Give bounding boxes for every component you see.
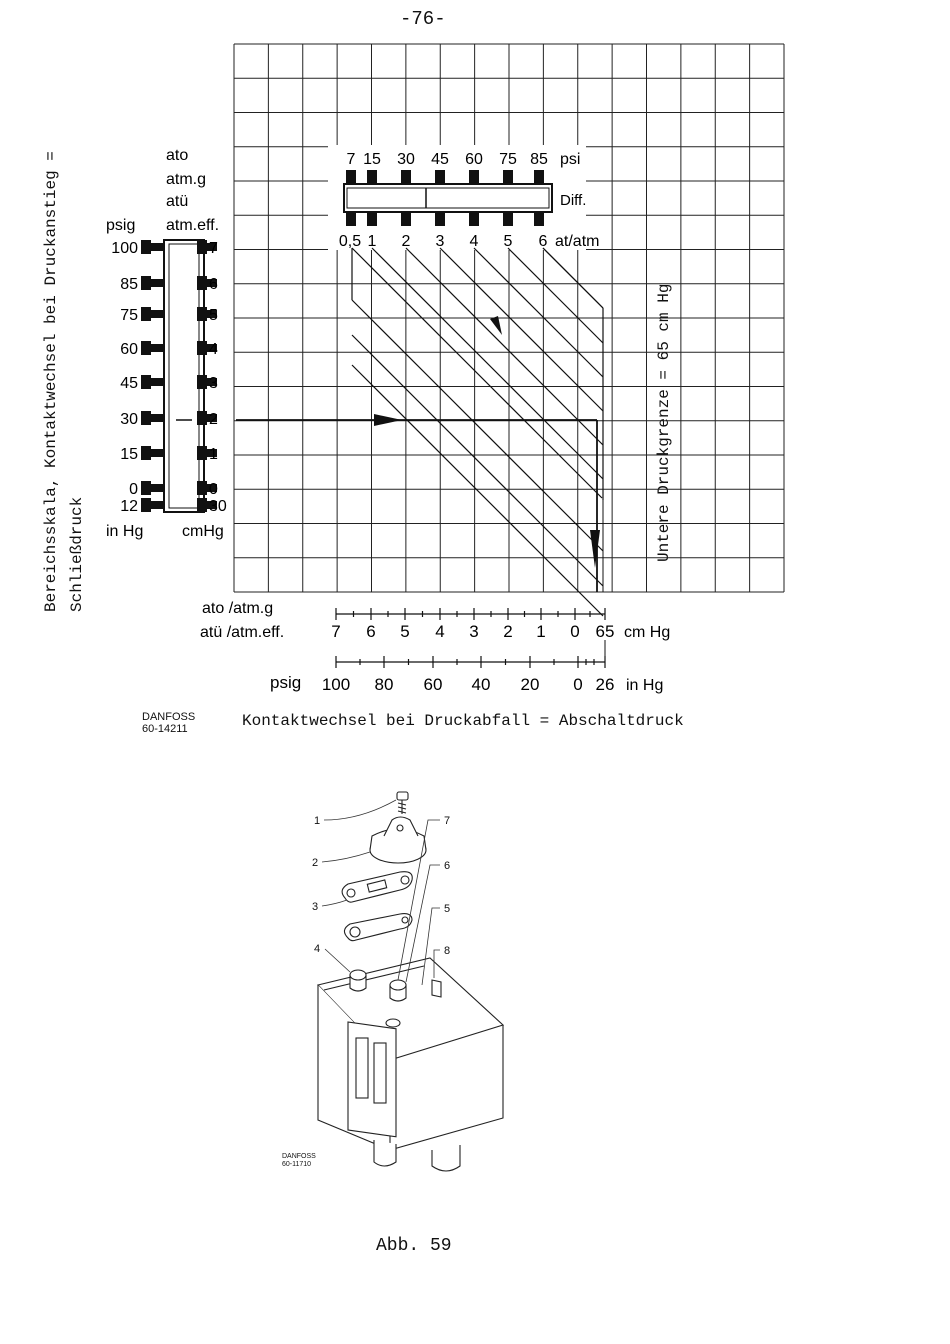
at-tick-label: 4 [469,233,479,250]
bottom-axis-atm-tick-labels [331,622,614,641]
range-unit-label: atm.eff. [166,217,220,234]
page-number: -76- [400,8,446,30]
diff-scale-top-notch [401,170,411,184]
diff-scale-top-notch [346,170,356,184]
bottom-axis-atm-tick-label: 6 [366,622,376,641]
range-right-notch [197,446,207,460]
diff-label: Diff. [560,192,587,209]
diff-scale-bottom-notch [346,212,356,226]
range-left-notch-stub [151,310,164,318]
diagonal-line [406,248,603,445]
range-scale-inhg-label: in Hg [106,523,144,540]
bottom-axis-atm-unit: cm Hg [624,624,671,641]
range-unit-label: atü [166,193,189,210]
at-range-tick-label: 5 [209,307,218,324]
at-range-tick-label: 2 [209,411,218,428]
at-tick-label: 1 [367,233,377,250]
switch-housing-icon [318,958,503,1171]
bottom-axis-psig-tick-label: 60 [423,675,443,694]
diagonal-line [352,365,603,616]
diff-scale-bottom-notch [503,212,513,226]
psi-unit: psi [560,151,581,168]
range-right-notch [197,276,207,290]
range-right-notch [197,498,207,512]
psig-tick-label: 75 [120,307,138,324]
psi-tick-label: 75 [499,151,517,168]
range-left-notch-stub [151,243,164,251]
psi-tick-label: 45 [431,151,449,168]
psig-tick-label: 85 [120,276,138,293]
psig-tick-label: 60 [120,341,138,358]
part-number: 8 [444,945,451,957]
at-range-tick-label: 1 [209,446,218,463]
bottom-axis-atm-label-1: ato /atm.g [202,600,274,617]
range-scale-unit-labels [166,147,219,234]
chart-grid [234,44,784,592]
at-tick-label: 6 [538,233,548,250]
range-right-notch [197,240,207,254]
range-left-notch [141,481,151,495]
differential-plate-icon [344,914,412,941]
range-scale-cmhg-label: cmHg [182,523,224,540]
at-range-tick-label: 3 [209,375,218,392]
range-right-notch [197,341,207,355]
range-right-notch [197,411,207,425]
screw-icon [397,792,408,814]
range-left-notch-stub [151,414,164,422]
bottom-axis-psig-tick-label: 20 [520,675,540,694]
at-unit: at/atm [555,233,600,250]
range-right-notch [197,375,207,389]
reading-path [236,414,603,592]
bottom-axis-psig-tick-label: 40 [471,675,491,694]
range-left-notch-stub [151,449,164,457]
range-left-notch-stub [151,378,164,386]
part-number: 5 [444,903,451,915]
diff-scale-bottom-notch [435,212,445,226]
part-number: 7 [444,815,451,827]
range-left-notch [141,375,151,389]
switch-credit [282,1153,316,1169]
range-left-notch [141,307,151,321]
diff-scale-top-notch [534,170,544,184]
diff-scale-bottom-notch [401,212,411,226]
bottom-axis-psig [270,656,663,694]
range-left-notch [141,446,151,460]
psi-tick-label: 85 [530,151,548,168]
pressure-drop-caption: Kontaktwechsel bei Druckabfall = Abschaltdruck [242,712,684,730]
reading-path-down-arrow-icon [590,530,600,568]
diff-scale-bottom-notch [469,212,479,226]
psi-tick-label: 7 [346,151,356,168]
at-range-tick-label: 30 [209,498,227,515]
psig-tick-label: 30 [120,411,138,428]
at-tick-label: 5 [503,233,513,250]
bottom-axis-atm-tick-label: 5 [400,622,410,641]
range-left-notch [141,498,151,512]
psig-tick-label: 0 [129,481,138,498]
at-tick-label: 0,5 [338,233,362,250]
diagonal-boundary [543,248,603,308]
pressure-switch-drawing [312,792,503,1171]
psi-tick-label: 15 [363,151,381,168]
switch-credit-number: 60-11710 [282,1161,312,1168]
bottom-axis-psig-label: psig [270,673,302,692]
diff-scale-top-notch [367,170,377,184]
bottom-axis-atm-tick-label: 1 [536,622,546,641]
bottom-axis-psig-unit: in Hg [626,677,664,694]
figure-label: Abb. 59 [376,1236,452,1256]
range-scale-at-ticks [209,240,227,515]
bottom-axis-atm-tick-label: 3 [469,622,479,641]
range-scale-caption-line1: Bereichsskala, Kontaktwechsel bei Druckanstieg = [42,151,60,612]
range-left-notch-stub [151,501,164,509]
diagonal-arrow-icon [490,316,502,335]
bottom-axis-psig-tick-label: 26 [595,675,615,694]
range-unit-label: ato [166,147,189,164]
diagonal-line [474,248,603,377]
psig-tick-label: 12 [120,498,138,515]
at-range-tick-label: 6 [209,276,218,293]
part-number: 2 [312,857,319,869]
range-left-notch-stub [151,279,164,287]
range-left-notch [141,276,151,290]
part-number: 3 [312,901,319,913]
differential-band-lines [352,248,603,616]
range-scale [106,147,227,540]
chart-credit-number: 60-14211 [142,723,188,735]
at-range-tick-label: 7 [209,240,218,257]
diff-scale-bottom-notch [534,212,544,226]
bottom-axis-psig-tick-label: 100 [321,675,351,694]
bottom-axis-atm-tick-label: 2 [503,622,513,641]
chart-credit [142,711,195,735]
range-scale-caption-line2: Schließdruck [68,496,86,612]
bottom-axis-atm-tick-label: 65 [595,622,615,641]
knob-icon [370,817,426,863]
range-right-notch [197,307,207,321]
range-scale-psig-ticks [111,240,138,515]
reading-path-right-arrow-icon [374,414,402,426]
bottom-axis-atm-tick-label: 0 [570,622,580,641]
bottom-axis-psig-tick-labels [322,675,615,694]
chart-credit-brand: DANFOSS [142,711,196,723]
range-left-notch [141,411,151,425]
at-tick-label: 2 [401,233,411,250]
switch-credit-brand: DANFOSS [282,1153,316,1160]
bottom-axis-atm-tick-label: 7 [331,622,341,641]
range-unit-label: atm.g [166,171,207,188]
range-scale-psig-label: psig [106,217,136,234]
bottom-axis-atm [200,600,670,656]
bottom-axis-psig-tick-label: 80 [374,675,394,694]
psi-tick-label: 30 [397,151,415,168]
psig-tick-label: 100 [111,240,138,257]
part-number: 1 [314,815,321,827]
range-left-notch [141,341,151,355]
at-tick-label: 3 [435,233,445,250]
at-range-tick-label: 4 [209,341,218,358]
range-left-notch [141,240,151,254]
range-left-notch-stub [151,484,164,492]
psi-tick-label: 60 [465,151,483,168]
range-right-notch [197,481,207,495]
part-number: 4 [314,943,321,955]
diagonal-line [352,300,603,551]
range-left-notch-stub [151,344,164,352]
diff-scale-top-notch [435,170,445,184]
part-number: 6 [444,860,451,872]
psig-tick-label: 45 [120,375,138,392]
diff-scale-top-notch [469,170,479,184]
diff-scale-bottom-notch [367,212,377,226]
diff-scale-top-notch [503,170,513,184]
bottom-axis-atm-tick-label: 4 [435,622,445,641]
at-range-tick-label: 0 [209,481,218,498]
bottom-axis-psig-tick-label: 0 [573,675,583,694]
psig-tick-label: 15 [120,446,138,463]
lower-pressure-limit-caption: Untere Druckgrenze = 65 cm Hg [655,283,673,562]
diagonal-line [372,248,603,479]
bottom-axis-atm-label-2: atü /atm.eff. [200,624,285,641]
setting-plate-icon [342,872,412,903]
